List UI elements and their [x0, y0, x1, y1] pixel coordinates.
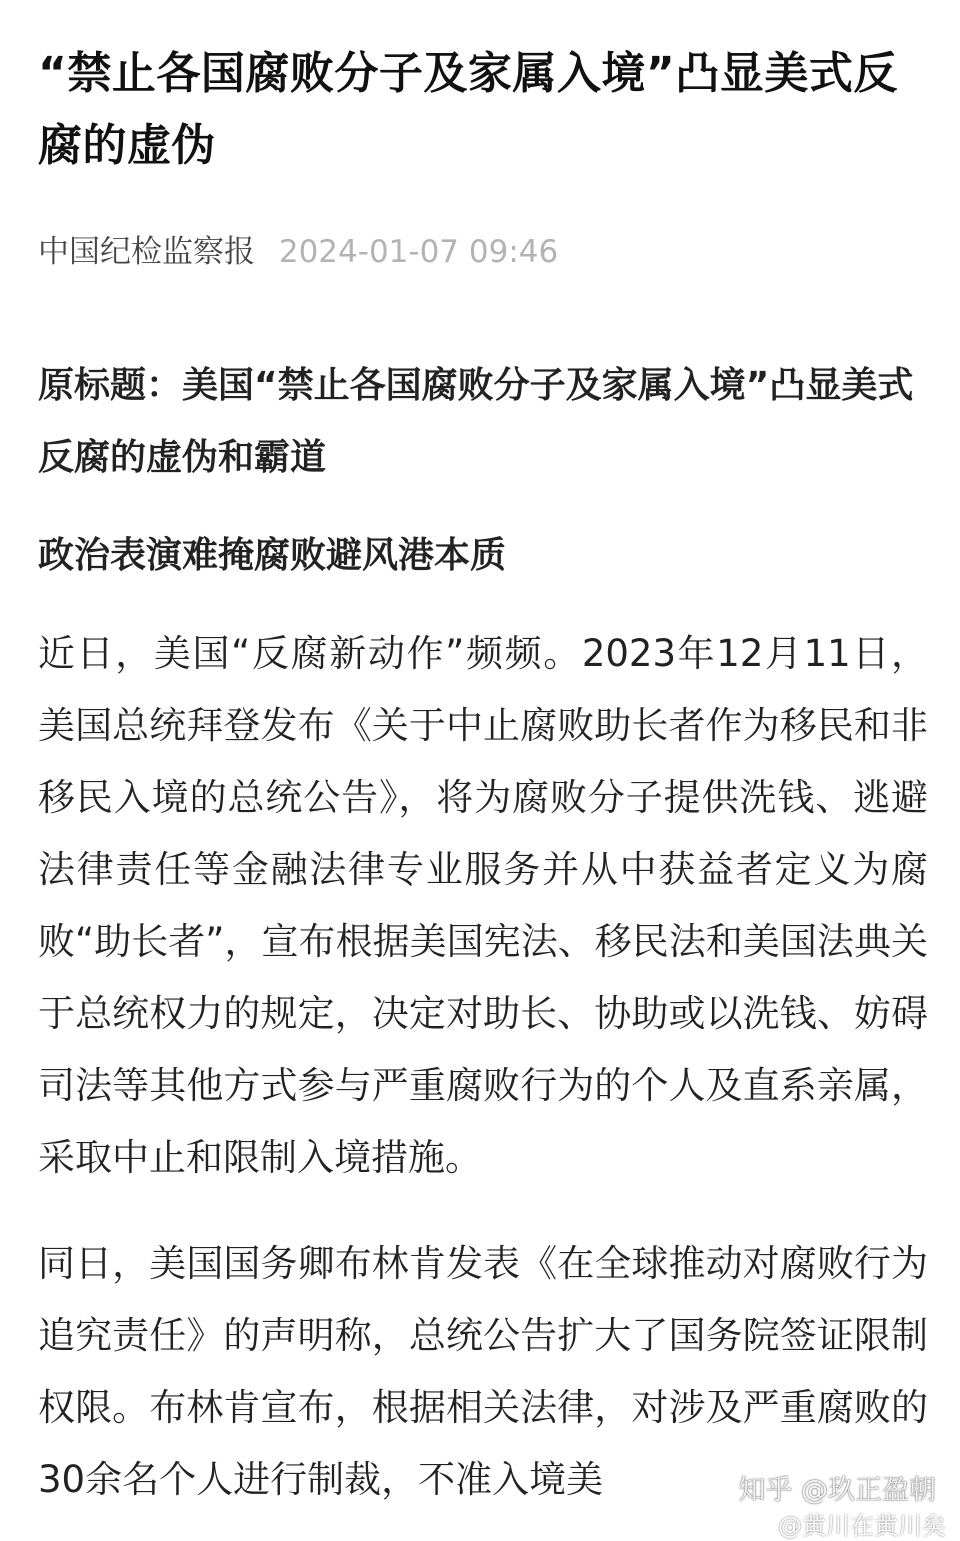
watermark-text-secondary: @黄川在黄川矣	[778, 1512, 946, 1540]
watermark-text: 知乎 @玖正盈朝	[738, 1475, 936, 1506]
paragraph: 近日，美国“反腐新动作”频频。2023年12月11日，美国总统拜登发布《关于中止腐败助长者作为移民和非移民入境的总统公告》，将为腐败分子提供洗钱、逃避法律责任等金融法律专业服务并从中获益者定义为腐败“助长者”，宣布根据美国宪法、移民法和美国法典关于总统权力的规定，决定对助长、协助或以洗钱、妨碍司法等其他方式参与严重腐败行为的个人及直系亲属，采取中止和限制入境措施。	[38, 632, 928, 1179]
article-meta	[38, 230, 928, 274]
article-datetime: 2024-01-07 09:46	[278, 234, 559, 270]
article-source[interactable]: 中国纪检监察报	[38, 234, 255, 270]
section-heading: 政治表演难掩腐败避风港本质	[38, 535, 507, 576]
original-title: 原标题：美国“禁止各国腐败分子及家属入境”凸显美式反腐的虚伪和霸道	[38, 365, 914, 478]
article	[38, 0, 928, 1516]
article-title: “禁止各国腐败分子及家属入境”凸显美式反腐的虚伪	[38, 48, 898, 171]
paragraph: 同日，美国国务卿布林肯发表《在全球推动对腐败行为追究责任》的声明称，总统公告扩大了国务院签证限制权限。布林肯宣布，根据相关法律，对涉及严重腐败的30余名个人进行制裁，不准入境美	[38, 1242, 928, 1501]
